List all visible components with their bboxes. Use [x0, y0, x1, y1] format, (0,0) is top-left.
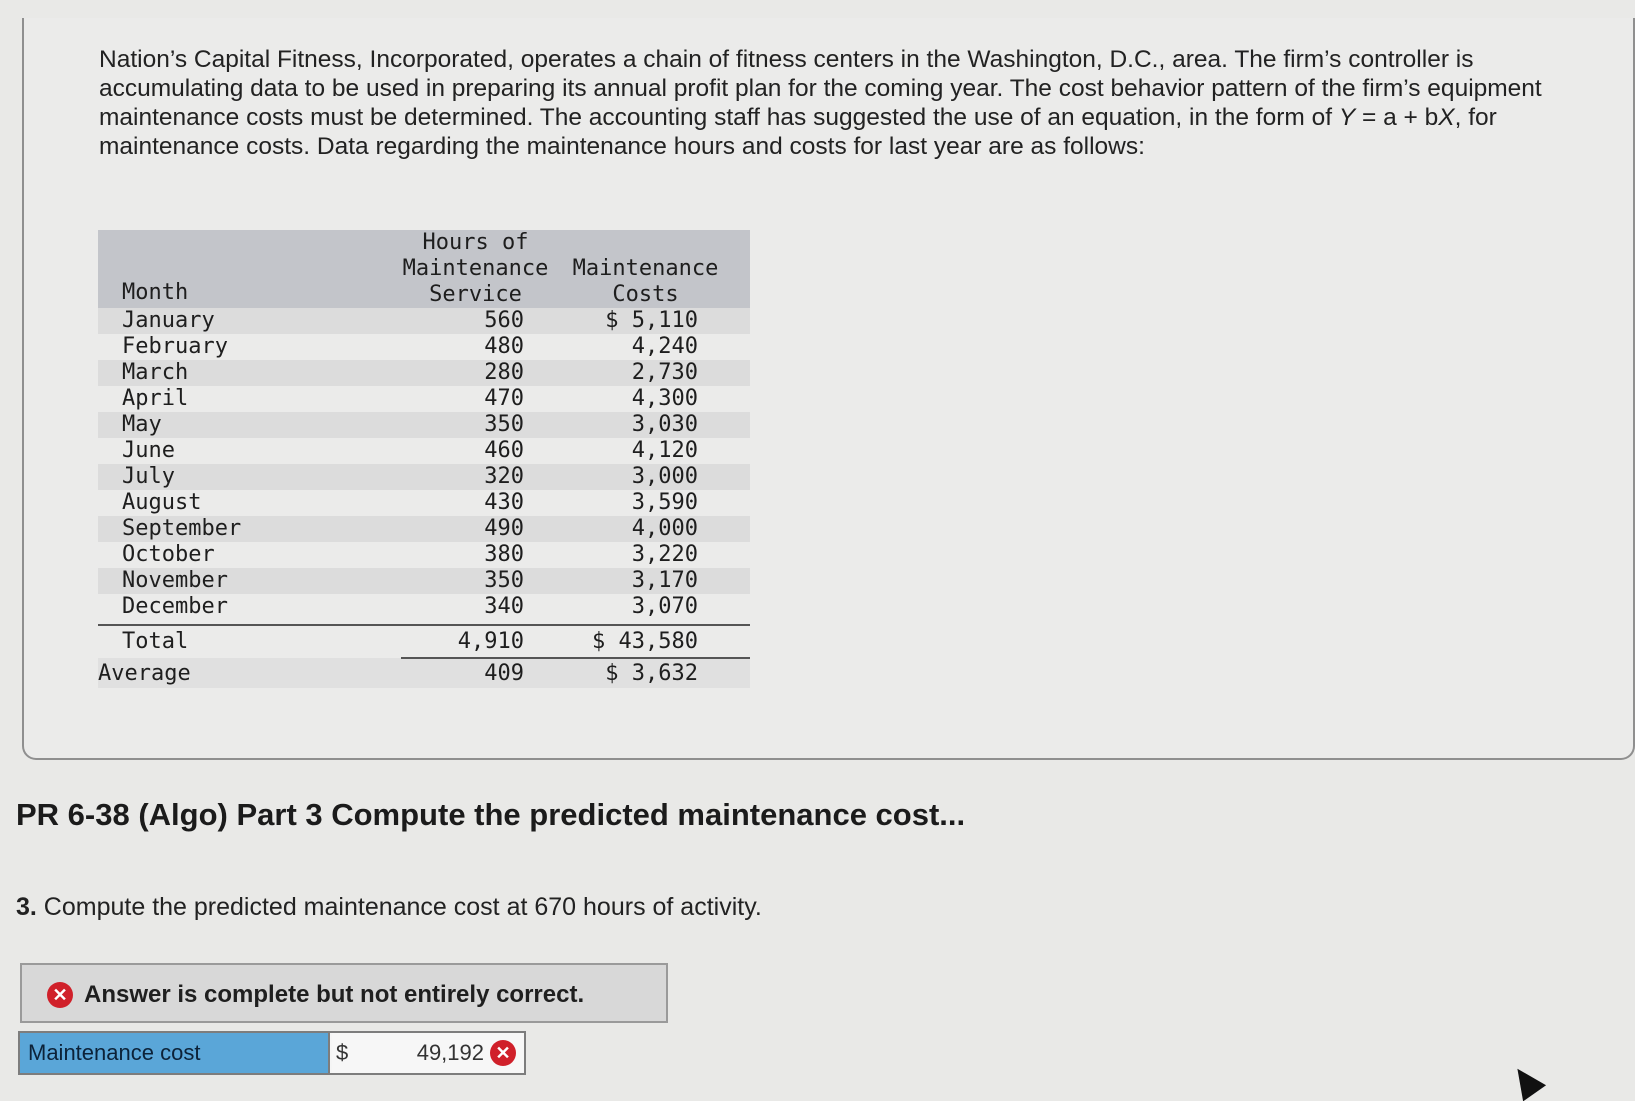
- month-cell: November: [122, 568, 228, 593]
- hours-cell: 430: [484, 490, 524, 515]
- month-cell: August: [122, 490, 202, 515]
- part-title: PR 6-38 (Algo) Part 3 Compute the predicted maintenance cost...: [16, 797, 966, 832]
- hours-cell: 350: [484, 568, 524, 593]
- table-row: [98, 308, 750, 334]
- cost-cell: 3,590: [631, 490, 698, 515]
- cost-cell: 3,030: [631, 412, 698, 437]
- hours-cell: 480: [484, 334, 524, 359]
- table-row: [98, 334, 750, 360]
- table-row: [98, 568, 750, 594]
- cost-cell: $ 5,110: [605, 308, 698, 333]
- maintenance-data-table: [98, 230, 750, 688]
- cost-cell: 4,300: [631, 386, 698, 411]
- table-header: [98, 230, 750, 308]
- table-row: [98, 360, 750, 386]
- header-costs: Maintenance Costs: [572, 256, 719, 307]
- month-cell: July: [122, 464, 175, 489]
- month-cell: February: [122, 334, 228, 359]
- total-hours: 4,910: [457, 629, 524, 654]
- answer-value: 49,192: [416, 1040, 484, 1065]
- month-cell: May: [122, 412, 162, 437]
- month-cell: September: [122, 516, 242, 541]
- hours-cell: 460: [484, 438, 524, 463]
- answer-feedback-banner: [20, 963, 668, 1023]
- problem-intro: Nation’s Capital Fitness, Incorporated, operates a chain of fitness centers in the Washington, D.C., area. The firm’s controller is accumulating data to be used in preparing its annual profit plan for the coming year. The cost behavior pattern of the firm’s equipment maintenance costs must be determined. The accounting staff has suggested the use of an equation, in the form of Y = a + bX, for maintenance costs. Data regarding the maintenance hours and costs for last year are as follows:: [99, 46, 1542, 160]
- cost-cell: 3,170: [631, 568, 698, 593]
- hours-cell: 490: [484, 516, 524, 541]
- table-row: [98, 386, 750, 412]
- hours-cell: 380: [484, 542, 524, 567]
- average-hours: 409: [484, 661, 524, 686]
- mouse-cursor-icon: [1506, 1061, 1546, 1101]
- table-row: [98, 516, 750, 542]
- cost-cell: 4,120: [631, 438, 698, 463]
- hours-cell: 320: [484, 464, 524, 489]
- table-row: [98, 594, 750, 620]
- month-cell: June: [122, 438, 175, 463]
- hours-cell: 350: [484, 412, 524, 437]
- incorrect-x-icon: ✕: [490, 1040, 516, 1066]
- total-label: Total: [122, 629, 189, 654]
- error-x-icon: ✕: [47, 982, 73, 1008]
- answer-row: [18, 1031, 526, 1075]
- month-cell: March: [122, 360, 189, 385]
- hours-cell: 470: [484, 386, 524, 411]
- cost-cell: 3,070: [631, 594, 698, 619]
- table-row: [98, 464, 750, 490]
- cost-cell: 4,240: [631, 334, 698, 359]
- month-cell: April: [122, 386, 189, 411]
- month-cell: December: [122, 594, 228, 619]
- hours-cell: 340: [484, 594, 524, 619]
- answer-label: Maintenance cost: [20, 1033, 330, 1073]
- feedback-text: Answer is complete but not entirely correct.: [84, 981, 585, 1008]
- table-row: [98, 412, 750, 438]
- header-hours: Hours of Maintenance Service: [402, 230, 549, 307]
- cost-cell: 2,730: [631, 360, 698, 385]
- table-row: [98, 542, 750, 568]
- average-row: [98, 658, 750, 688]
- cost-cell: 3,220: [631, 542, 698, 567]
- question-text: 3. Compute the predicted maintenance cost at 670 hours of activity.: [16, 893, 762, 921]
- cost-cell: 3,000: [631, 464, 698, 489]
- month-cell: October: [122, 542, 215, 567]
- table-row: [98, 490, 750, 516]
- hours-cell: 280: [484, 360, 524, 385]
- table-row: [98, 438, 750, 464]
- cost-cell: 4,000: [631, 516, 698, 541]
- average-cost: $ 3,632: [605, 661, 698, 686]
- maintenance-cost-input[interactable]: [332, 1033, 524, 1073]
- total-row: [98, 624, 750, 658]
- month-cell: January: [122, 308, 215, 333]
- total-cost: $ 43,580: [592, 629, 698, 654]
- hours-cell: 560: [484, 308, 524, 333]
- average-label: Average: [98, 661, 191, 686]
- header-month: Month: [122, 280, 189, 305]
- currency-symbol: $: [336, 1040, 349, 1065]
